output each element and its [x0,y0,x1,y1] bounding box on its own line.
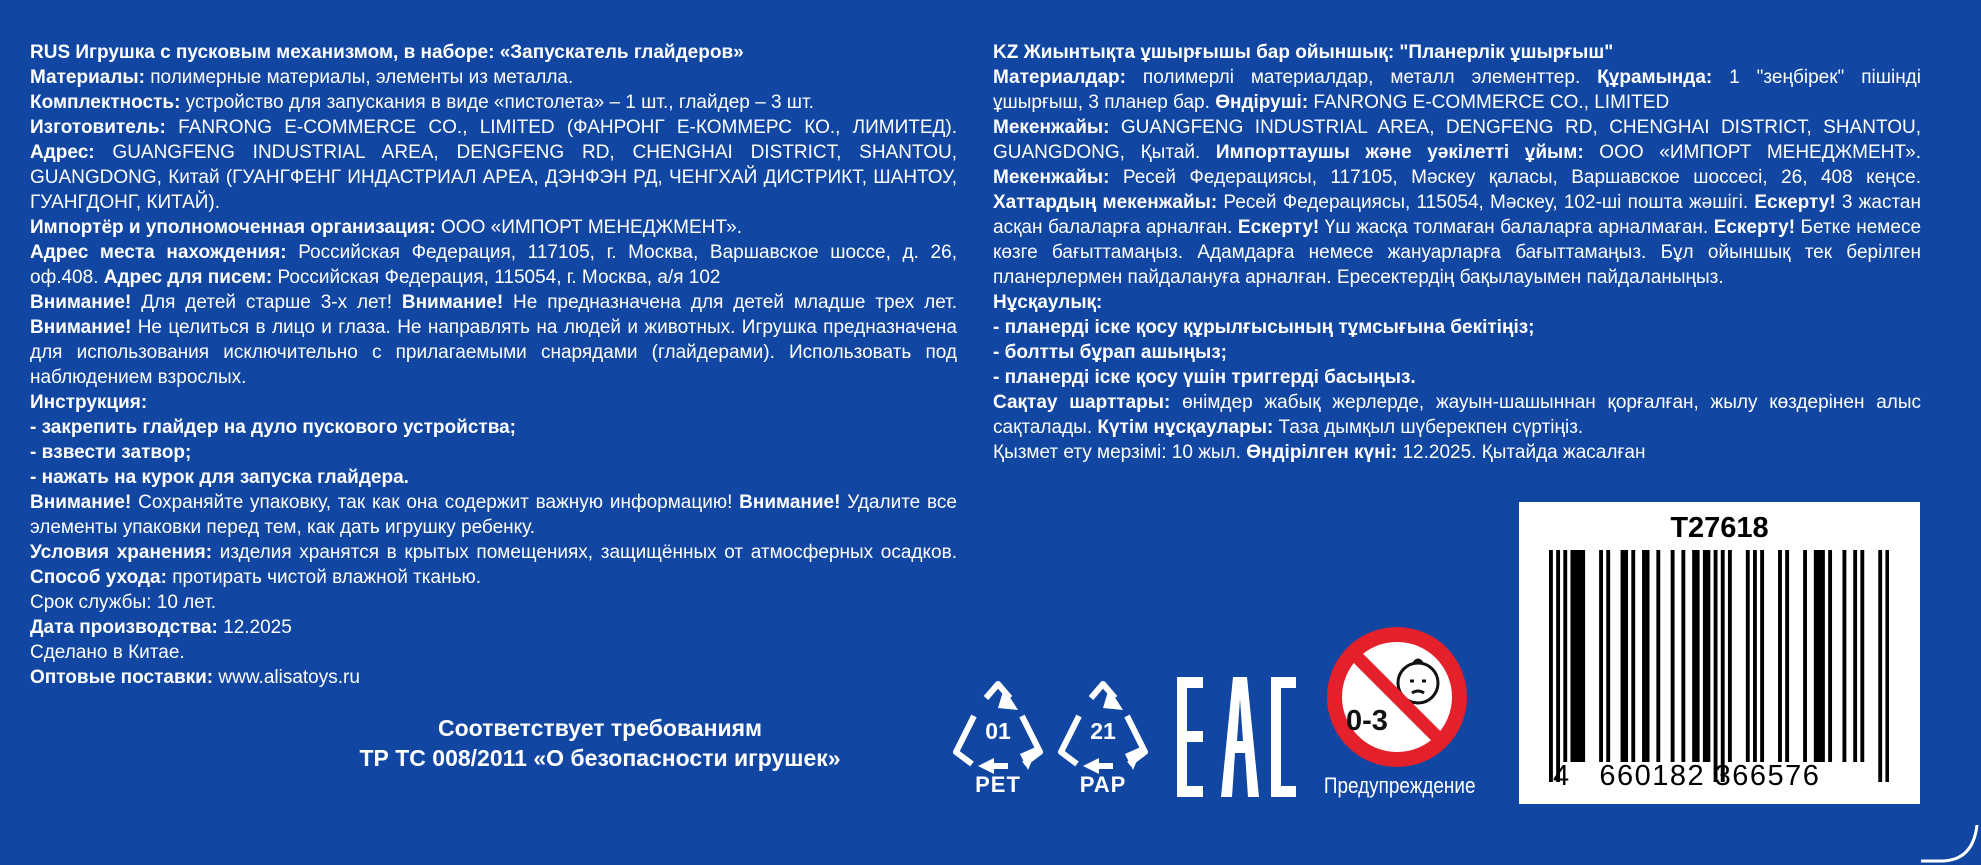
kz-storage: өнімдер жабық жерлерде, жауын-шашыннан қорғалған, жылу көздерінен алыс сақталады. [993,392,1922,438]
ru-title: RUS Игрушка с пусковым механизмом, в наборе: «Запускатель глайдеров» [30,42,744,63]
kz-care: Таза дымқыл шүберекпен сүртіңіз. [1273,417,1584,438]
kz-warning-aim: Бетке немесе көзге бағыттамаңыз. Адамдарға немесе жануарларға бағыттамаңыз. Бұл ойыншық тек берілген планерлермен пайдалануға арналған. Ересектердің бақылауымен пайдаланыңыз. [993,217,1922,288]
recycle-code: 01 [985,718,1011,744]
ru-location-label: Адрес места нахождения: [30,242,287,263]
ru-wholesale-label: Оптовые поставки: [30,667,214,688]
ru-address-label: Адрес: [30,142,95,163]
barcode-bar [1549,550,1553,782]
barcode-bar [1814,550,1818,762]
barcode-bar [1696,550,1700,762]
barcode-bar [1728,550,1732,762]
kz-attention: Ескерту! [1237,217,1320,238]
barcode-bar [1714,550,1718,782]
kz-instruction-step: - болтты бұрап ашыңыз; [993,342,1227,363]
recycle-material: PET [975,772,1021,797]
ru-location: Российская Федерация, 117105, г. Москва, Варшавское шоссе, д. 26, оф.408. [30,242,957,288]
kz-maker: FANRONG E-COMMERCE CO., LIMITED [1308,92,1670,113]
ru-remove-packaging: Удалите все элементы упаковки перед тем, как дать игрушку ребенку. [30,492,957,538]
barcode-bar [1599,550,1603,762]
ru-importer-label: Импортёр и уполномоченная организация: [30,217,436,238]
kazakh-label-text [993,40,1921,465]
ru-materials-label: Материалы: [30,67,145,88]
ru-production-date-label: Дата производства: [30,617,218,638]
barcode-bar [1563,550,1567,762]
ru-storage: изделия хранятся в крытых помещениях, защищённых от атмосферных осадков. [212,542,957,563]
barcode-bar [1631,550,1635,762]
barcode-bar [1753,550,1757,762]
barcode-bar [1692,550,1696,762]
ru-kit-label: Комплектность: [30,92,181,113]
kz-care-label: Күтім нұсқаулары: [1097,417,1274,438]
ru-address: GUANGFENG INDUSTRIAL AREA, DENGFENG RD, CHENGHAI DISTRICT, SHANTOU, GUANGDONG, Китай (ГУАНГФЕНГ ИНДАСТРИАЛ АРЕА, ДЭНФЭН РД, ЧЕНГХАЙ ДИСТРИКТ, ШАНТОУ, ГУАНГДОНГ, КИТАЙ). [30,142,957,213]
barcode-bar [1803,550,1807,762]
no-under-3-icon [1312,625,1482,775]
ru-kit: устройство для запускания в виде «пистолета» – 1 шт., глайдер – 3 шт. [180,92,814,113]
age-warning-mark [1312,625,1482,805]
ru-maker-label: Изготовитель: [30,117,166,138]
ru-care-label: Способ ухода: [30,567,167,588]
ru-warning-under-3: Не предназначена для детей младше трех лет. [503,292,958,313]
eac-mark [1175,677,1298,797]
kz-location: Ресей Федерациясы, 117105, Мәскеу қаласы, Варшавское шоссесі, 26, 408 кеңсе. [1109,167,1921,188]
barcode-bar [1574,550,1578,762]
kz-materials-label: Материалдар: [993,67,1126,88]
barcode-bar [1703,550,1707,762]
article-number: T27618 [1670,512,1769,544]
ru-keep-packaging: Сохраняйте упаковку, так как она содержит важную информацию! [131,492,740,513]
ru-made-in: Сделано в Китае. [30,642,185,663]
barcode-bar [1853,550,1857,762]
barcode-bar [1570,550,1574,762]
barcode-bar [1656,550,1660,762]
barcode-bar [1842,550,1846,762]
ru-wholesale-url: www.alisatoys.ru [213,667,360,688]
barcode-bar [1885,550,1889,782]
barcode-bar [1821,550,1825,762]
barcode-bar [1624,550,1628,762]
ru-importer: ООО «ИМПОРТ МЕНЕДЖМЕНТ». [435,217,742,238]
ru-care: протирать чистой влажной тканью. [166,567,482,588]
ru-instruction-step: - взвести затвор; [30,442,192,463]
barcode-bar [1681,550,1685,762]
barcode-bar [1581,550,1585,762]
ru-warning-age: Для детей старше 3-х лет! [131,292,402,313]
recycle-code: 21 [1090,718,1116,744]
kz-attention: Ескерту! [1713,217,1796,238]
russian-label-text [30,40,957,690]
ru-attention: Внимание! [30,492,132,513]
barcode-bar [1642,550,1646,762]
ru-mail-label: Адрес для писем: [103,267,273,288]
kz-warning-age: 3 жастан асқан балаларға арналған. [993,192,1921,238]
barcode-bar [1578,550,1582,762]
kz-kit: 1 "зеңбірек" пішінді ұшырғыш, 3 планер бар. [993,67,1921,113]
barcode-bar [1721,550,1725,782]
barcode-bar [1828,550,1832,762]
ru-materials: полимерные материалы, элементы из металла. [144,67,574,88]
kz-storage-label: Сақтау шарттары: [993,392,1171,413]
barcode-bar [1778,550,1782,762]
barcode-icon [1549,550,1889,782]
panel-corner-line [1921,825,1981,865]
conformity-line: Соответствует требованиям [437,715,763,741]
ru-attention: Внимание! [30,292,132,313]
kz-importer-label: Импорттаушы және уәкілетті ұйым: [1215,142,1584,163]
barcode-bar [1556,550,1560,782]
ru-attention: Внимание! [401,292,504,313]
barcode-bar [1817,550,1821,762]
barcode-bar [1671,550,1675,762]
kz-kit-label: Құрамында: [1597,67,1713,88]
kz-production-date: 12.2025. Қытайда жасалған [1397,442,1646,463]
kz-location-label: Мекенжайы: [993,167,1110,188]
kz-instruction-step: - планерді іске қосу құрылғысының тұмсығына бекітіңіз; [993,317,1535,338]
conformity-statement [300,713,900,773]
ru-maker: FANRONG E-COMMERCE CO., LIMITED (ФАНРОНГ Е-КОММЕРС КО., ЛИМИТЕД). [165,117,957,138]
barcode-bar [1706,550,1710,762]
barcode-bar [1606,550,1610,762]
barcode-bar [1785,550,1789,762]
kz-importer: ООО «ИМПОРТ МЕНЕДЖМЕНТ». [1583,142,1921,163]
ru-instructions-label: Инструкция: [30,392,148,413]
recycle-pap-mark [1053,680,1153,800]
kz-instruction-step: - планерді іске қосу үшін триггерді басыңыз. [993,367,1416,388]
barcode-first-digit: 4 [1553,760,1571,792]
kz-maker-label: Өндіруші: [1215,92,1309,113]
kz-address-label: Мекенжайы: [993,117,1110,138]
barcode-digits [1553,760,1903,793]
ru-storage-label: Условия хранения: [30,542,213,563]
ru-instruction-step: - нажать на курок для запуска глайдера. [30,467,409,488]
barcode-number: 660182 366576 [1599,760,1821,792]
kz-warning-under-3: Үш жасқа толмаған балаларға арналмаған. [1319,217,1714,238]
barcode-bar [1746,550,1750,762]
kz-attention: Ескерту! [1754,192,1836,213]
warning-caption: Предупреждение [1323,773,1476,798]
ru-attention: Внимание! [739,492,841,513]
kz-instructions-label: Нұсқаулық: [993,292,1103,313]
barcode-bar [1878,550,1882,782]
barcode-bar [1621,550,1625,762]
ru-warning-aim: Не целиться в лицо и глаза. Не направлять на людей и животных. Игрушка предназначена для использования исключительно с прилагаемыми снарядами (глайдерами). Использовать под наблюдением взрослых. [30,317,957,388]
recycle-material: PAP [1079,772,1127,797]
ru-attention: Внимание! [30,317,132,338]
barcode-bar [1646,550,1650,762]
barcode-panel [1519,502,1920,804]
conformity-standard: ТР ТС 008/2011 «О безопасности игрушек» [359,745,841,771]
kz-address: GUANGFENG INDUSTRIAL AREA, DENGFENG RD, CHENGHAI DISTRICT, SHANTOU, GUANGDONG, Қытай. [993,117,1921,163]
ru-instruction-step: - закрепить глайдер на дуло пускового устройства; [30,417,517,438]
ru-mail: Российская Федерация, 115054, г. Москва, а/я 102 [272,267,721,288]
age-range: 0-3 [1346,705,1388,737]
kz-service-life: Қызмет ету мерзімі: 10 жыл. [993,442,1247,463]
ru-production-date: 12.2025 [217,617,292,638]
kz-mail-label: Хаттардың мекенжайы: [993,192,1218,213]
barcode-bar [1860,550,1864,762]
barcode-bar [1760,550,1764,762]
kz-materials: полимерлі материалдар, металл элементтер. [1125,67,1598,88]
ru-service-life: Срок службы: 10 лет. [30,592,217,613]
kz-mail: Ресей Федерациясы, 115054, Мәскеу, 102-ші пошта жәшігі. [1217,192,1755,213]
kz-title: KZ Жиынтықта ұшырғышы бар ойыншық: "Планерлік ұшырғыш" [993,42,1614,63]
kz-production-date-label: Өндірілген күні: [1246,442,1398,463]
recycle-pet-mark [948,680,1048,800]
